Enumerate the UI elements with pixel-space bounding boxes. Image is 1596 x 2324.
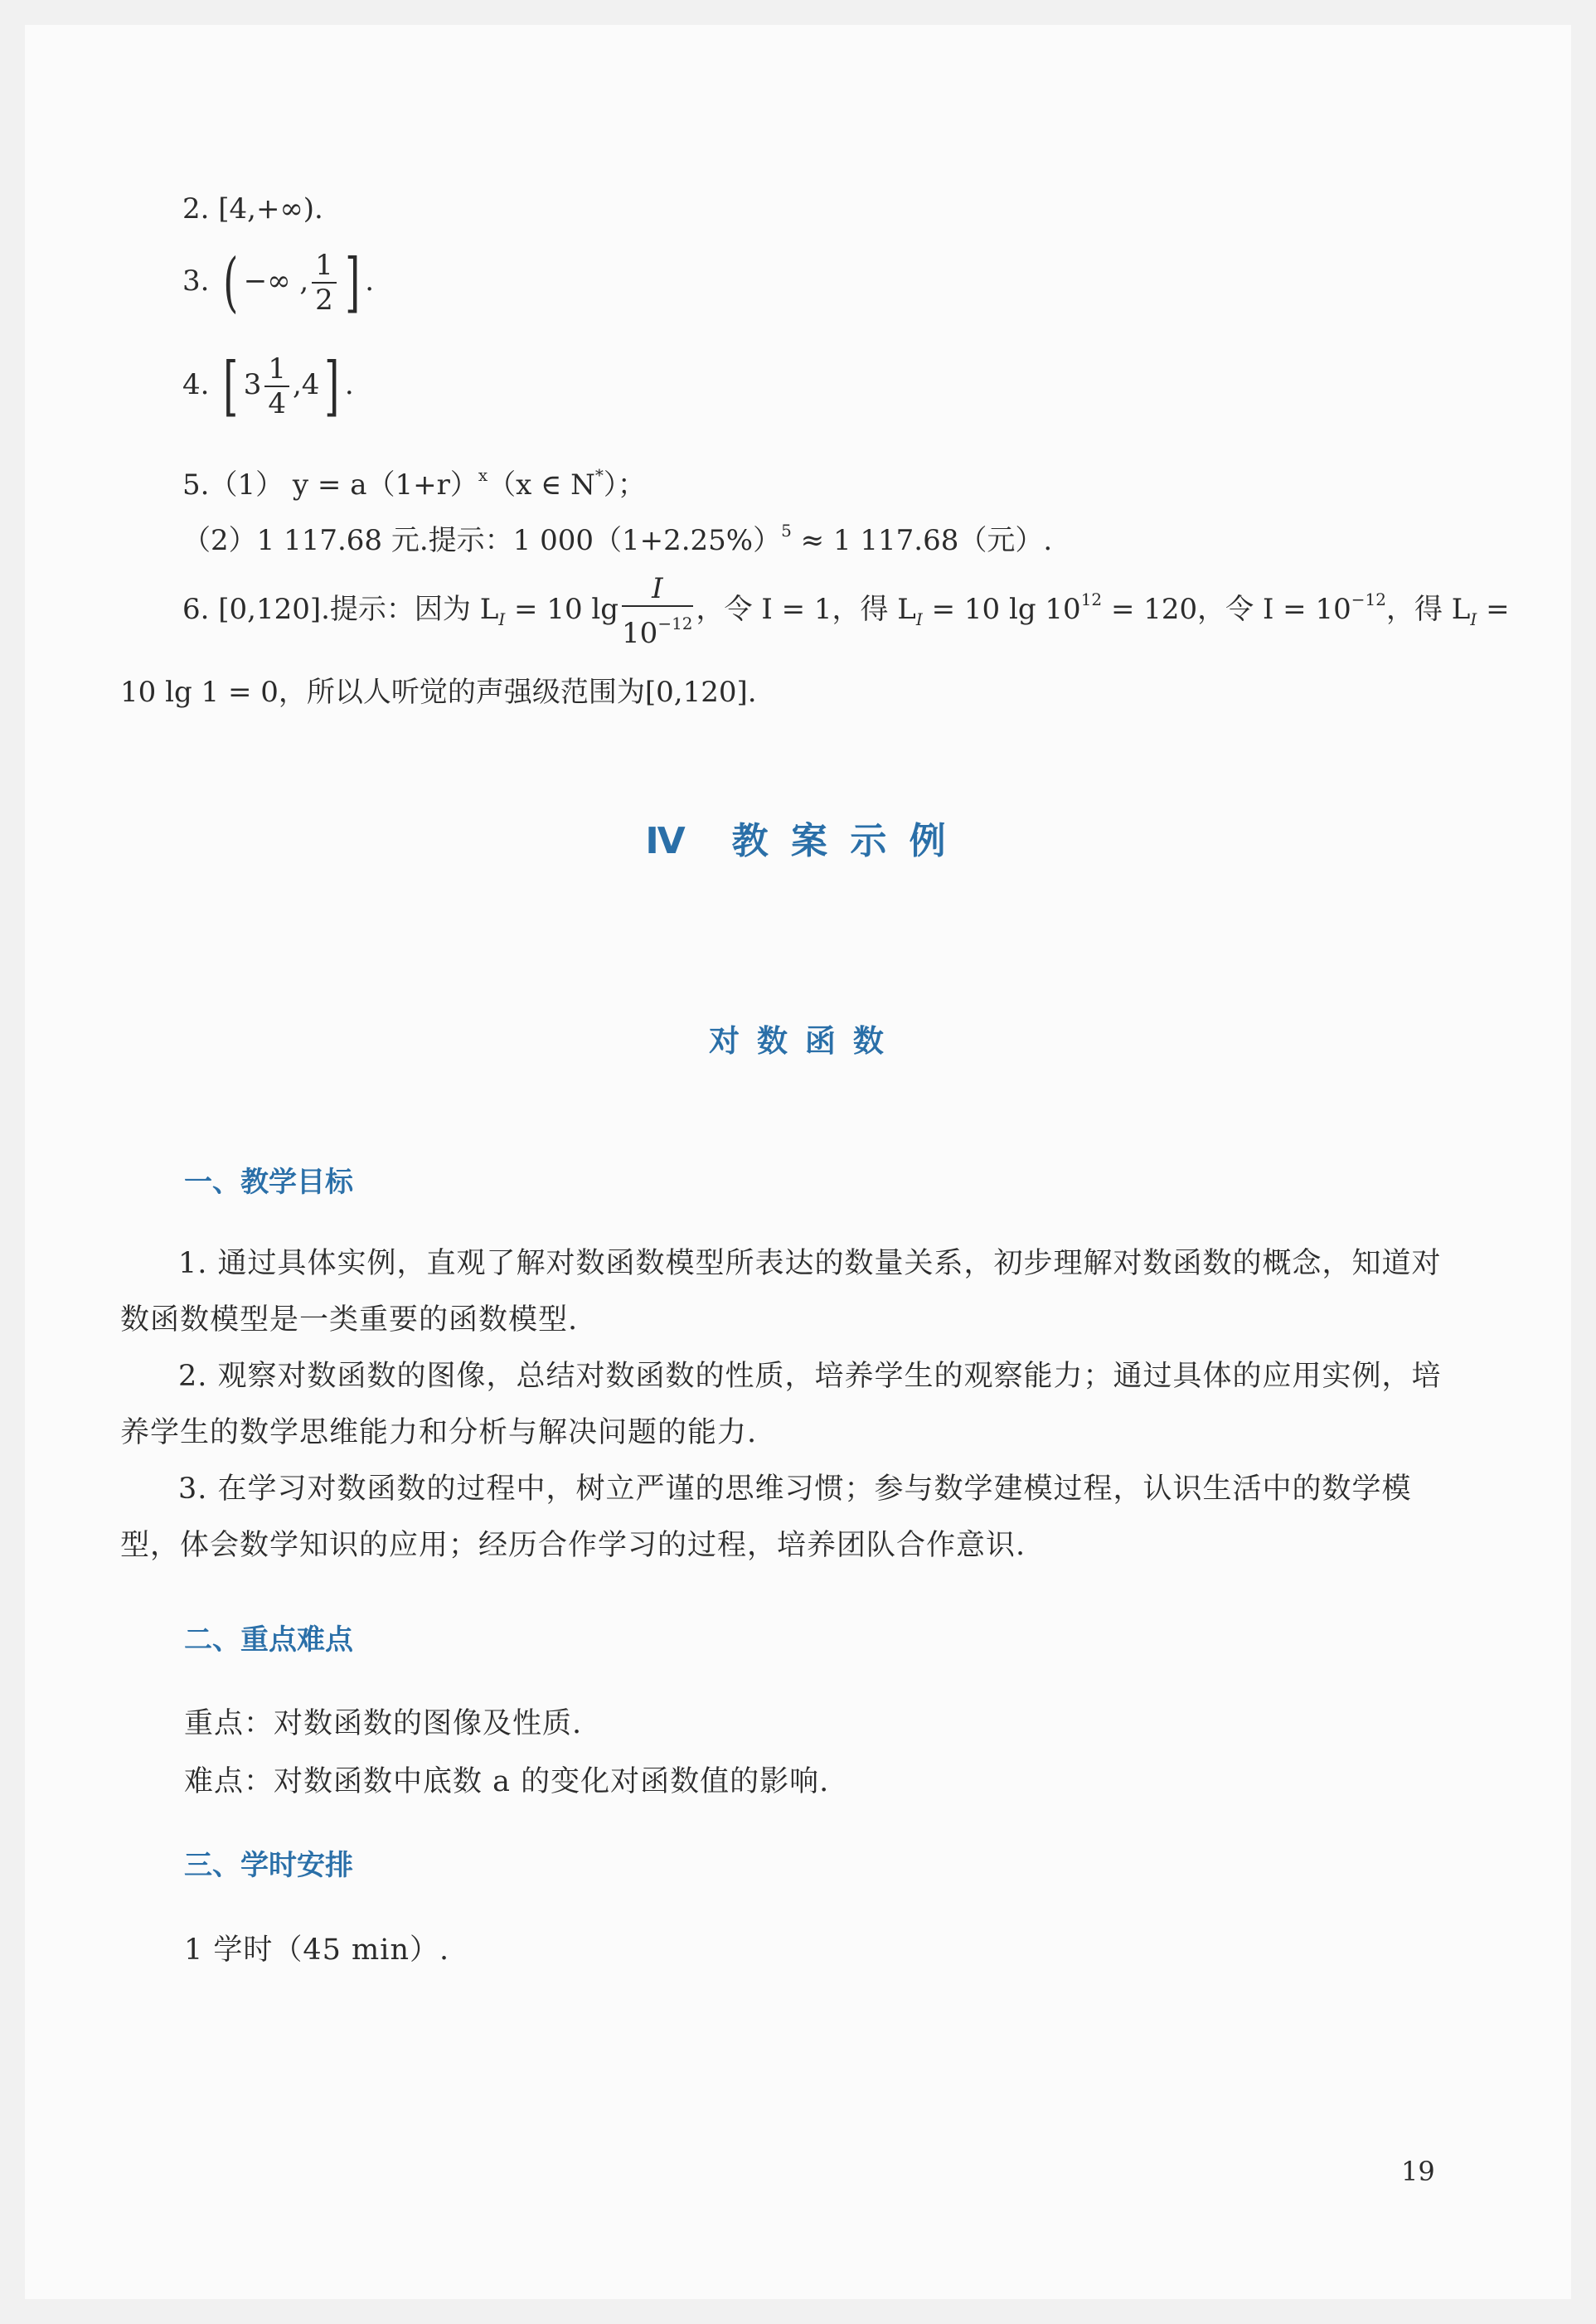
heading-schedule: 三、学时安排 (184, 1849, 353, 1882)
fraction-denominator: 4 (268, 387, 286, 420)
left-bracket: [ (223, 349, 239, 424)
answer-6-line-1 (182, 572, 1510, 650)
goal-1: 1. 通过具体实例，直观了解对数函数模型所表达的数量关系，初步理解对数函数的概念，知道对数函数模型是一类重要的函数模型. (120, 1247, 1442, 1337)
answer-3-suffix: . (365, 264, 375, 298)
goal-2: 2. 观察对数函数的图像，总结对数函数的性质，培养学生的观察能力；通过具体的应用实例，培养学生的数学思维能力和分析与解决问题的能力. (120, 1360, 1442, 1449)
answer-6-line-2-text: 10 lg 1 = 0，所以人听觉的声强级范围为[0,120]. (120, 676, 757, 709)
answer-6-mid4: ，得 L (1385, 593, 1471, 626)
right-bracket: ] (324, 349, 340, 424)
answer-5-2-text: （2）1 117.68 元.提示：1 000（1+2.25%） (182, 524, 782, 557)
answer-4-whole: 3 (243, 368, 262, 401)
answer-6-mid2: = 10 lg 10 (922, 593, 1081, 626)
lesson-title: 对 数 函 数 (709, 1023, 887, 1059)
answer-5-1-domain: （x ∈ N (488, 468, 595, 502)
key-point: 重点：对数函数的图像及性质. (184, 1707, 583, 1740)
answer-5-2-tail: ≈ 1 117.68（元）. (791, 524, 1053, 557)
answer-5-part-1 (182, 458, 646, 502)
exponent: 5 (781, 521, 792, 541)
fraction-numerator: I (622, 572, 692, 607)
answer-5-1-text: 5.（1） y = a（1+r） (182, 468, 478, 502)
answer-4-suffix: . (344, 368, 354, 401)
heading-teaching-goals: 一、教学目标 (184, 1166, 353, 1199)
answer-4 (182, 349, 354, 424)
section-title: Ⅳ 教 案 示 例 (645, 820, 951, 862)
subscript: I (915, 609, 923, 629)
answer-5-part-2 (182, 514, 1052, 557)
goal-3: 3. 在学习对数函数的过程中，树立严谨的思维习惯；参与数学建模过程，认识生活中的数学模型，体会数学知识的应用；经历合作学习的过程，培养团队合作意识. (120, 1473, 1412, 1562)
difficult-point: 难点：对数函数中底数 a 的变化对函数值的影响. (184, 1765, 830, 1798)
fraction-one-quarter (264, 352, 289, 420)
answer-6-line-2 (120, 676, 757, 709)
exponent: −12 (657, 614, 693, 633)
exponent: 12 (1080, 589, 1103, 609)
right-bracket: ] (344, 245, 361, 320)
superscript-star: * (594, 465, 604, 485)
answer-6-start: 6. [0,120].提示：因为 L (182, 593, 499, 626)
answer-3-left: −∞ , (243, 264, 309, 298)
fraction-i-over-10 (622, 572, 692, 650)
fraction-numerator: 1 (312, 249, 337, 284)
answer-6-eq: = 10 lg (505, 593, 619, 626)
heading-key-difficult: 二、重点难点 (184, 1623, 353, 1657)
goals-block (120, 1235, 1455, 1574)
answer-4-number: 4. (182, 368, 210, 401)
answer-2-text: 2. [4,+∞). (182, 192, 323, 226)
denominator-base: 10 (622, 617, 658, 650)
fraction-denominator: 2 (315, 284, 333, 317)
exponent: x (478, 465, 488, 485)
answer-6-mid: ，令 I = 1，得 L (696, 593, 916, 626)
subscript: I (1470, 609, 1477, 629)
schedule-text: 1 学时（45 min）. (184, 1933, 450, 1967)
fraction-denominator (622, 607, 692, 650)
answer-3 (182, 245, 375, 320)
left-paren: ( (223, 245, 239, 320)
fraction-one-half (312, 249, 337, 317)
answer-5-1-tail: ）； (603, 468, 646, 502)
answer-3-number: 3. (182, 264, 210, 298)
answer-6-end: = (1477, 593, 1510, 626)
answer-6-mid3: = 120，令 I = 10 (1102, 593, 1351, 626)
answer-4-right: ,4 (292, 368, 320, 401)
exponent: −12 (1351, 589, 1386, 609)
subscript: I (498, 609, 506, 629)
fraction-numerator: 1 (264, 352, 289, 387)
page-number: 19 (1401, 2156, 1435, 2187)
answer-2 (182, 192, 323, 226)
